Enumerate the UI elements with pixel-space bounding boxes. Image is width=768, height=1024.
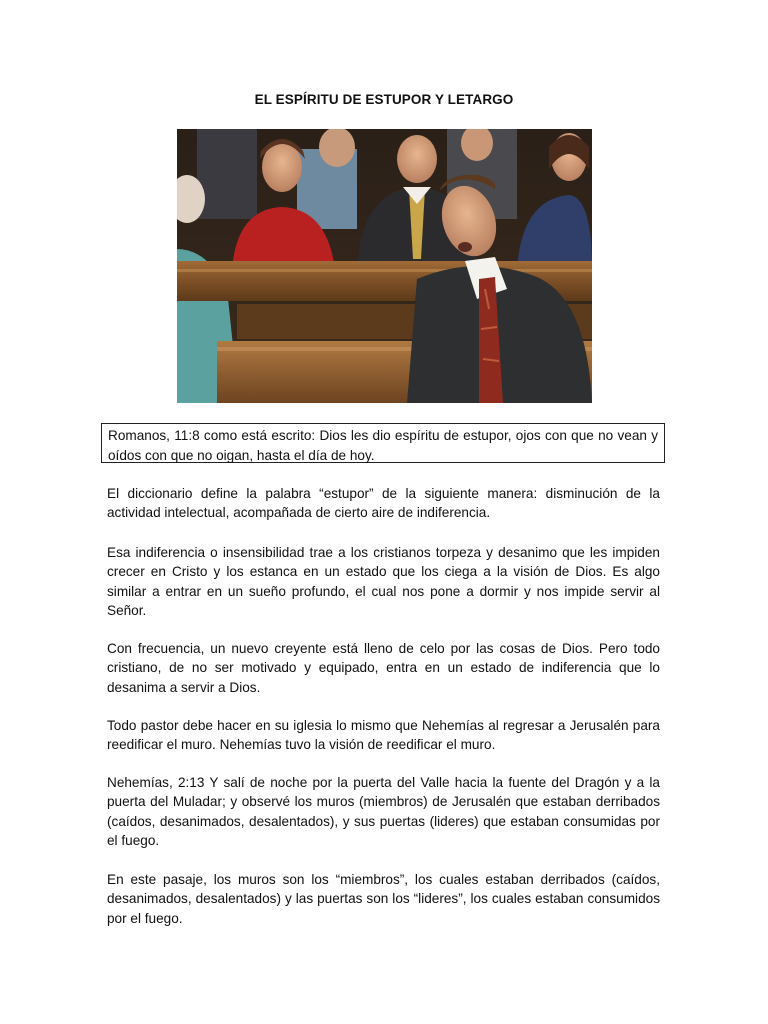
paragraph-definition: El diccionario define la palabra “estupor” de la siguiente manera: disminución de la actividad intelectual, acompañada de cierto aire de indiferencia.	[107, 486, 660, 521]
paragraph-nehemiah-quote: Nehemías, 2:13 Y salí de noche por la puerta del Valle hacia la fuente del Dragón y a la puerta del Muladar; y observé los muros (miembros) de Jerusalén que estaban derribados (caídos, desanimados, desalentados), y sus puertas (lideres) que estaban consumidas por el fuego.	[107, 775, 660, 848]
paragraph-pastor: Todo pastor debe hacer en su iglesia lo mismo que Nehemías al regresar a Jerusalén para reedificar el muro. Nehemías tuvo la visión de reedificar el muro.	[107, 718, 660, 753]
scripture-quote: Romanos, 11:8 como está escrito: Dios les dio espíritu de estupor, ojos con que no vean y oídos con que no oigan, hasta el día de hoy.	[101, 423, 665, 463]
paragraph-passage-explanation: En este pasaje, los muros son los “miembros”, los cuales estaban derribados (caídos, desanimados, desalentados) y las puertas son los “lideres”, los cuales estaban consumidos por el fuego.	[107, 872, 660, 926]
church-photo	[177, 129, 592, 403]
paragraph-indifference: Esa indiferencia o insensibilidad trae a los cristianos torpeza y desanimo que les impiden crecer en Cristo y los estanca en un estado que los ciega a la visión de Dios. Es algo similar a entrar en un sueño profundo, el cual nos pone a dormir y nos impide servir al Señor.	[107, 545, 660, 618]
page-title: EL ESPÍRITU DE ESTUPOR Y LETARGO	[254, 92, 514, 107]
paragraph-new-believer: Con frecuencia, un nuevo creyente está lleno de celo por las cosas de Dios. Pero todo cristiano, de no ser motivado y equipado, entra en un estado de indiferencia que lo desanima a servir a Dios.	[107, 641, 660, 695]
